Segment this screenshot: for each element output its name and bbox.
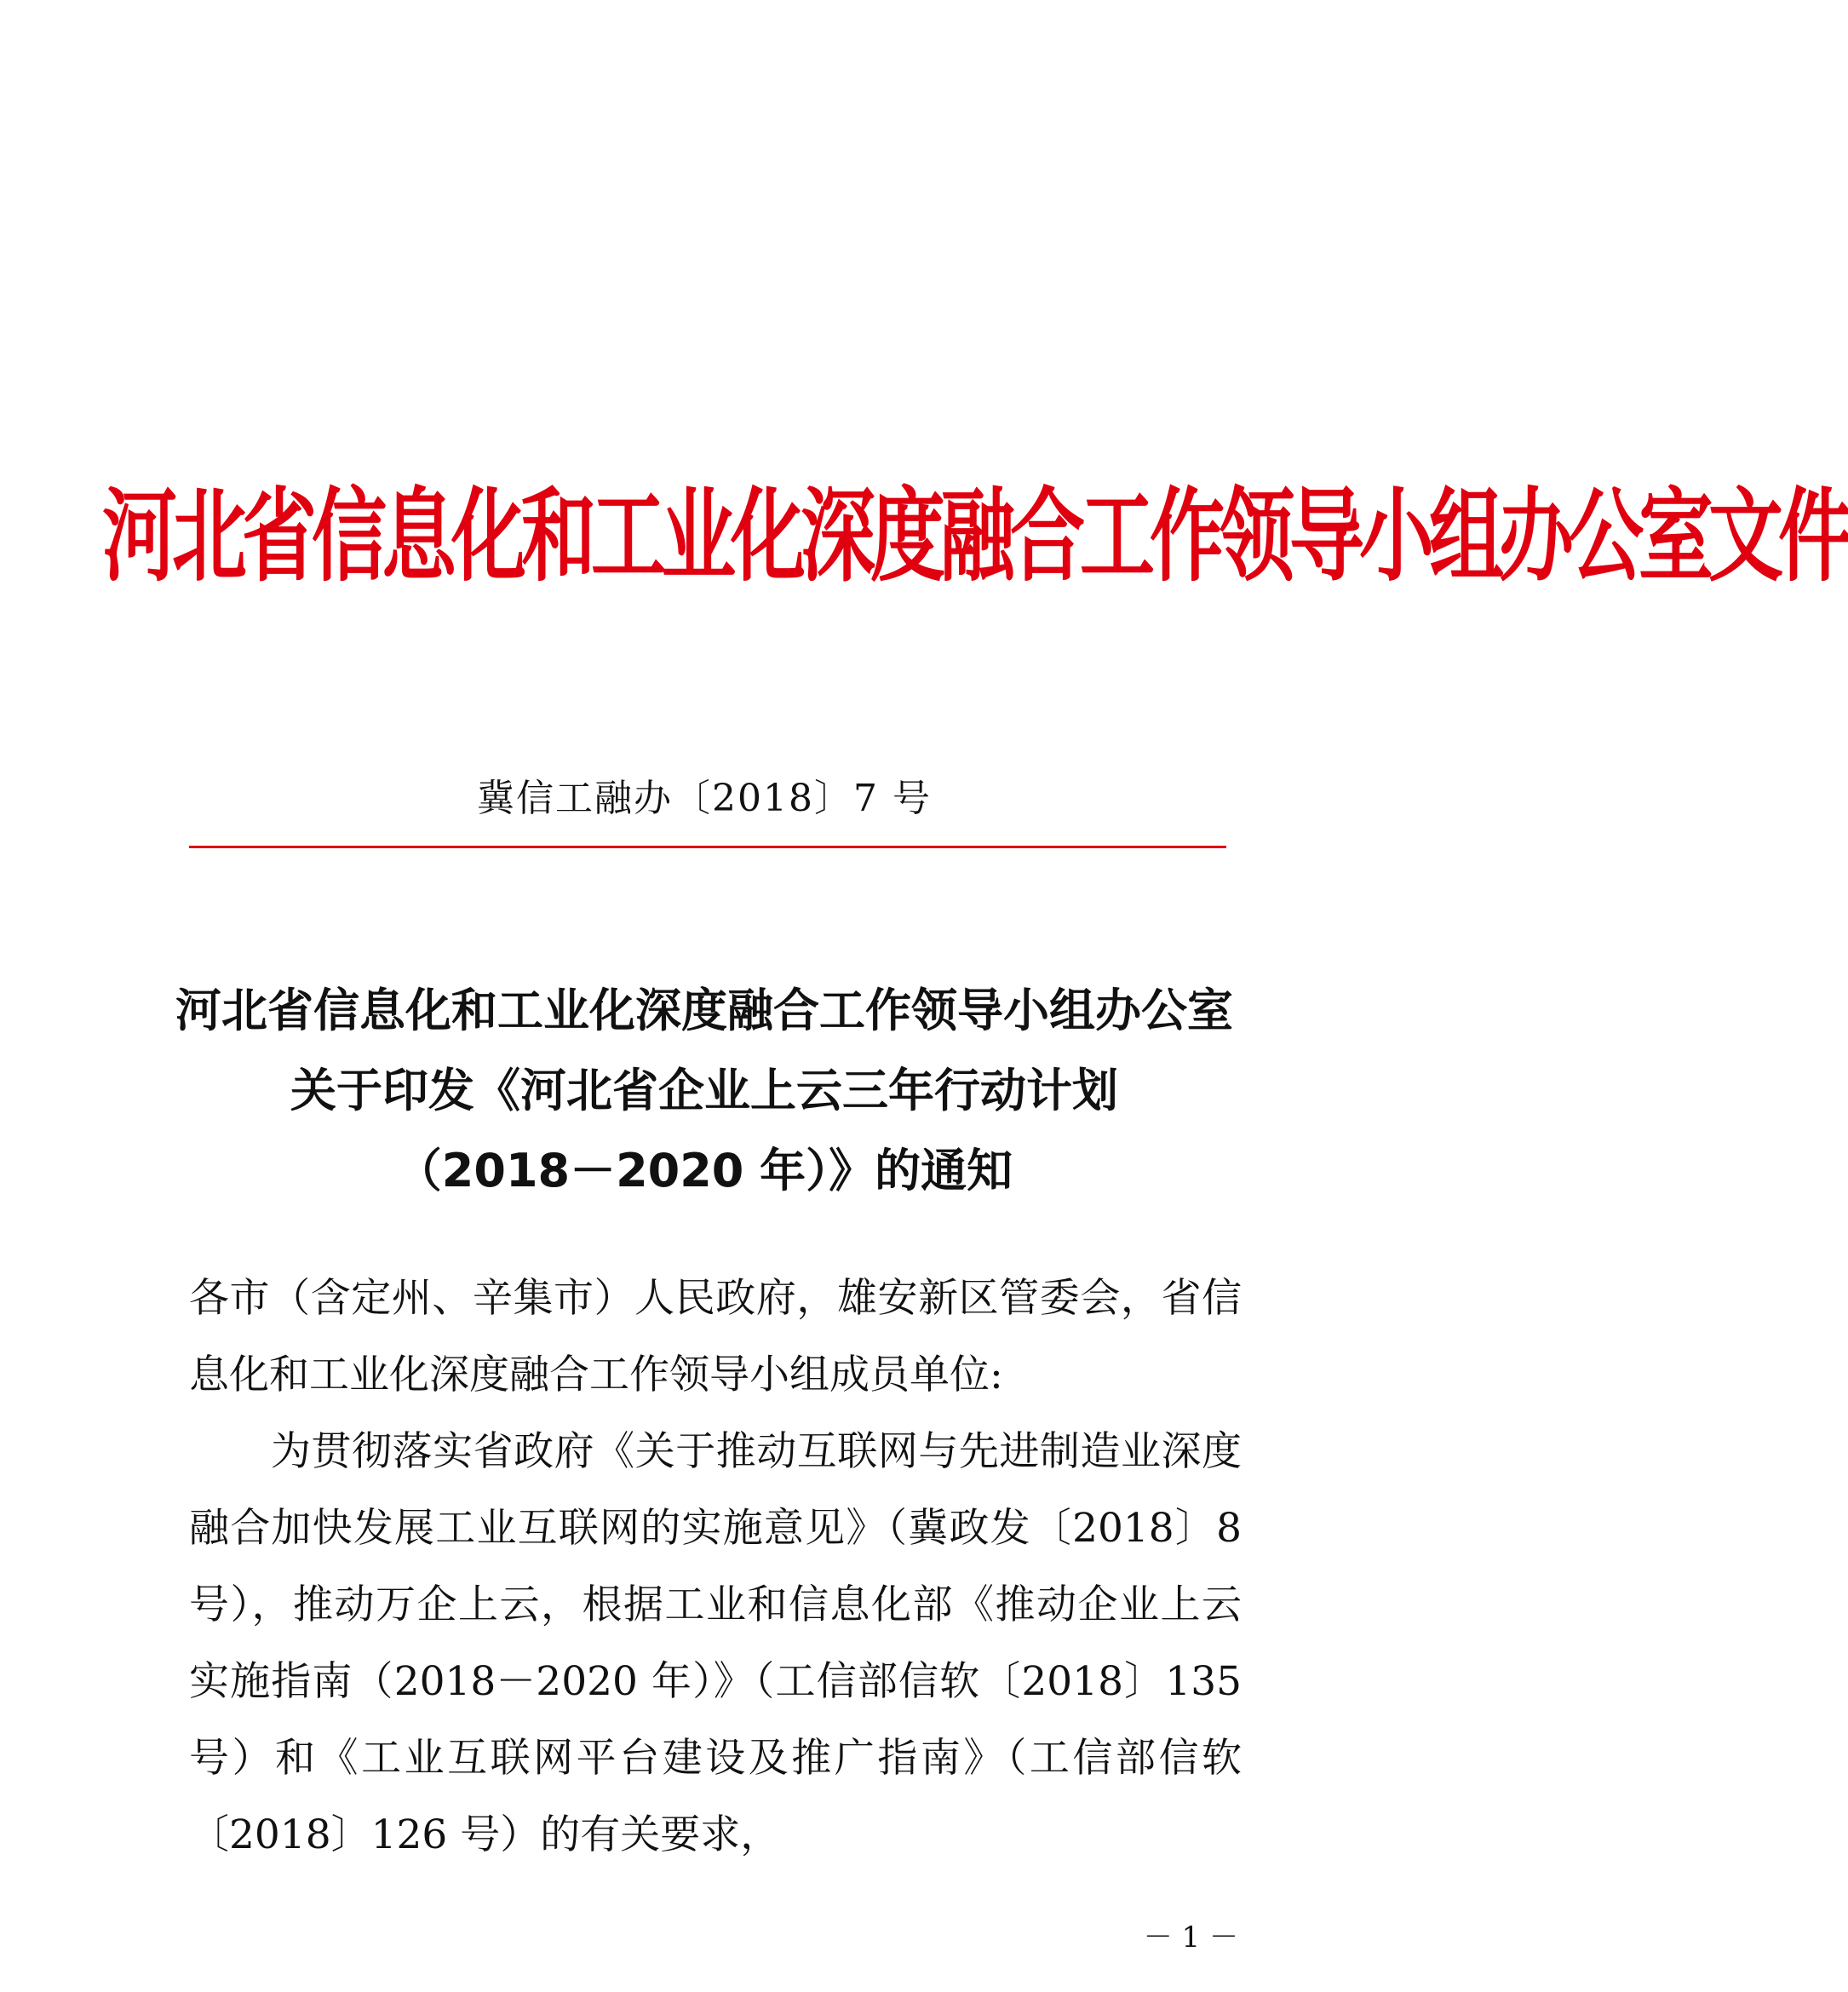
salutation-paragraph: 各市（含定州、辛集市）人民政府，雄安新区管委会，省信息化和工业化深度融合工作领导小组成员单位:	[189, 1275, 1242, 1398]
document-title	[128, 971, 1281, 1211]
page-number: － 1 －	[1143, 1920, 1238, 1955]
document-number: 冀信工融办〔2018〕7 号	[477, 777, 932, 820]
issuer-red-header: 河北省信息化和工业化深度融合工作领导小组办公室文件	[102, 476, 1848, 595]
red-divider-line	[189, 846, 1226, 848]
document-body	[189, 1260, 1242, 1874]
title-line-3: （2018－2020 年）》的通知	[395, 1144, 1013, 1197]
body-paragraph-1: 为贯彻落实省政府《关于推动互联网与先进制造业深度融合加快发展工业互联网的实施意见》（冀政发〔2018〕8 号），推动万企上云，根据工业和信息化部《推动企业上云实施指南（2018－2020 年）》（工信部信软〔2018〕135 号）和《工业互联网平台建设及推广指南》（工信部信软〔2018〕126 号）的有关要求，	[189, 1428, 1242, 1858]
title-line-2: 关于印发《河北省企业上云三年行动计划	[290, 1064, 1118, 1117]
title-line-1: 河北省信息化和工业化深度融合工作领导小组办公室	[175, 984, 1233, 1037]
